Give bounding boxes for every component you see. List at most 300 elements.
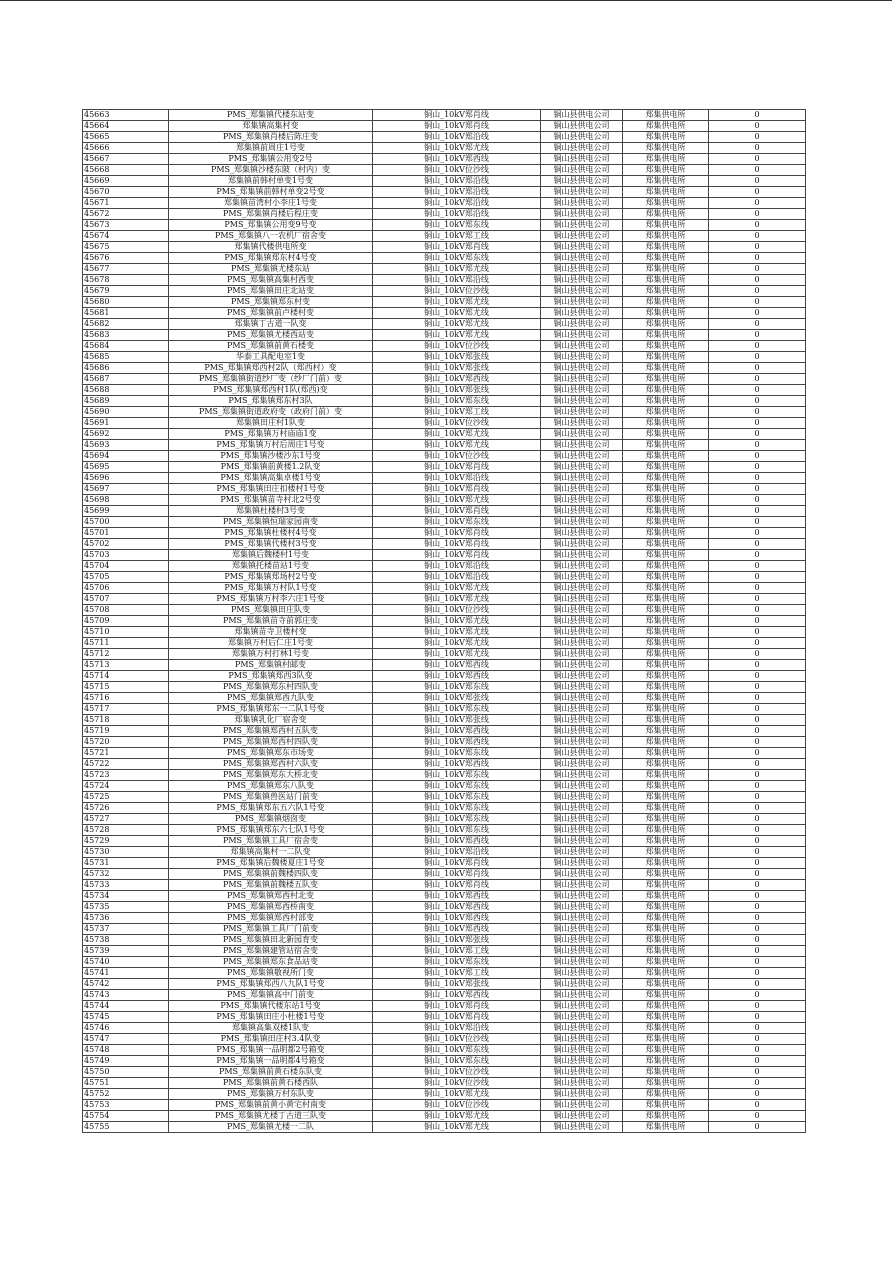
substation-table: [82, 109, 806, 1133]
company-name-cell: 铜山县供电公司: [541, 979, 623, 990]
line-name-cell: 铜山_10kV郑西线: [373, 913, 541, 924]
company-name-cell: 铜山县供电公司: [541, 132, 623, 143]
line-name-cell: 铜山_10kV郑尤线: [373, 583, 541, 594]
substation-name-cell: 郑集镇万村后仁庄1号变: [169, 638, 373, 649]
table-row: [83, 132, 806, 143]
table-row: [83, 462, 806, 473]
row-id-cell: 45713: [83, 660, 169, 671]
line-name-cell: 铜山_10kV郑尤线: [373, 1089, 541, 1100]
row-id-cell: 45703: [83, 550, 169, 561]
company-name-cell: 铜山县供电公司: [541, 836, 623, 847]
line-name-cell: 铜山_10kV郑尤线: [373, 308, 541, 319]
station-name-cell: 郑集供电所: [623, 528, 709, 539]
value-cell: 0: [709, 187, 806, 198]
value-cell: 0: [709, 1078, 806, 1089]
station-name-cell: 郑集供电所: [623, 374, 709, 385]
line-name-cell: 铜山_10kV郑西线: [373, 660, 541, 671]
value-cell: 0: [709, 1012, 806, 1023]
line-name-cell: 铜山_10kV郑尤线: [373, 616, 541, 627]
table-row: [83, 418, 806, 429]
table-row: [83, 396, 806, 407]
value-cell: 0: [709, 594, 806, 605]
substation-name-cell: 郑集镇后魏楼村1号变: [169, 550, 373, 561]
substation-name-cell: PMS_郑集镇村邮变: [169, 660, 373, 671]
station-name-cell: 郑集供电所: [623, 121, 709, 132]
station-name-cell: 郑集供电所: [623, 693, 709, 704]
station-name-cell: 郑集供电所: [623, 1122, 709, 1133]
company-name-cell: 铜山县供电公司: [541, 110, 623, 121]
row-id-cell: 45730: [83, 847, 169, 858]
station-name-cell: 郑集供电所: [623, 682, 709, 693]
substation-name-cell: PMS_郑集镇前黄小黄宅村南变: [169, 1100, 373, 1111]
line-name-cell: 铜山_10kV郑张线: [373, 385, 541, 396]
line-name-cell: 铜山_10kV郑沿线: [373, 847, 541, 858]
row-id-cell: 45717: [83, 704, 169, 715]
company-name-cell: 铜山县供电公司: [541, 572, 623, 583]
table-row: [83, 286, 806, 297]
line-name-cell: 铜山_10kV位沙线: [373, 1067, 541, 1078]
row-id-cell: 45731: [83, 858, 169, 869]
station-name-cell: 郑集供电所: [623, 858, 709, 869]
substation-name-cell: PMS_郑集镇郑西村2队（郑西村）变: [169, 363, 373, 374]
substation-name-cell: PMS_郑集镇杜楼村4号变: [169, 528, 373, 539]
company-name-cell: 铜山县供电公司: [541, 627, 623, 638]
substation-name-cell: PMS_郑集镇万村队1号变: [169, 583, 373, 594]
line-name-cell: 铜山_10kV郑肖线: [373, 528, 541, 539]
table-row: [83, 242, 806, 253]
substation-name-cell: PMS_郑集镇前魏楼四队变: [169, 869, 373, 880]
value-cell: 0: [709, 924, 806, 935]
value-cell: 0: [709, 462, 806, 473]
company-name-cell: 铜山县供电公司: [541, 429, 623, 440]
value-cell: 0: [709, 264, 806, 275]
substation-name-cell: PMS_郑集镇工具厂宿舍变: [169, 836, 373, 847]
substation-name-cell: PMS_郑集镇郑东市场变: [169, 748, 373, 759]
row-id-cell: 45751: [83, 1078, 169, 1089]
row-id-cell: 45750: [83, 1067, 169, 1078]
line-name-cell: 铜山_10kV郑东线: [373, 517, 541, 528]
value-cell: 0: [709, 561, 806, 572]
company-name-cell: 铜山县供电公司: [541, 913, 623, 924]
line-name-cell: 铜山_10kV郑张线: [373, 363, 541, 374]
company-name-cell: 铜山县供电公司: [541, 1012, 623, 1023]
value-cell: 0: [709, 759, 806, 770]
line-name-cell: 铜山_10kV郑尤线: [373, 1122, 541, 1133]
station-name-cell: 郑集供电所: [623, 352, 709, 363]
value-cell: 0: [709, 726, 806, 737]
row-id-cell: 45667: [83, 154, 169, 165]
line-name-cell: 铜山_10kV郑沿线: [373, 209, 541, 220]
station-name-cell: 郑集供电所: [623, 110, 709, 121]
company-name-cell: 铜山县供电公司: [541, 462, 623, 473]
row-id-cell: 45678: [83, 275, 169, 286]
value-cell: 0: [709, 517, 806, 528]
table-row: [83, 968, 806, 979]
station-name-cell: 郑集供电所: [623, 143, 709, 154]
company-name-cell: 铜山县供电公司: [541, 308, 623, 319]
company-name-cell: 铜山县供电公司: [541, 858, 623, 869]
table-row: [83, 825, 806, 836]
company-name-cell: 铜山县供电公司: [541, 803, 623, 814]
row-id-cell: 45755: [83, 1122, 169, 1133]
value-cell: 0: [709, 176, 806, 187]
line-name-cell: 铜山_10kV郑西线: [373, 726, 541, 737]
company-name-cell: 铜山县供电公司: [541, 451, 623, 462]
station-name-cell: 郑集供电所: [623, 198, 709, 209]
substation-name-cell: PMS_郑集镇郑西村五队变: [169, 726, 373, 737]
value-cell: 0: [709, 132, 806, 143]
substation-name-cell: PMS_郑集镇郑西八九队1号变: [169, 979, 373, 990]
substation-name-cell: PMS_郑集镇沙楼东陂（村内）变: [169, 165, 373, 176]
station-name-cell: 郑集供电所: [623, 132, 709, 143]
table-row: [83, 517, 806, 528]
station-name-cell: 郑集供电所: [623, 1111, 709, 1122]
value-cell: 0: [709, 143, 806, 154]
table-row: [83, 1034, 806, 1045]
company-name-cell: 铜山县供电公司: [541, 825, 623, 836]
row-id-cell: 45695: [83, 462, 169, 473]
station-name-cell: 郑集供电所: [623, 847, 709, 858]
value-cell: 0: [709, 957, 806, 968]
value-cell: 0: [709, 451, 806, 462]
substation-name-cell: 郑集镇万村打林1号变: [169, 649, 373, 660]
row-id-cell: 45699: [83, 506, 169, 517]
row-id-cell: 45691: [83, 418, 169, 429]
company-name-cell: 铜山县供电公司: [541, 759, 623, 770]
table-row: [83, 231, 806, 242]
line-name-cell: 铜山_10kV位沙线: [373, 341, 541, 352]
value-cell: 0: [709, 506, 806, 517]
row-id-cell: 45726: [83, 803, 169, 814]
substation-name-cell: PMS_郑集镇敬视所门变: [169, 968, 373, 979]
line-name-cell: 铜山_10kV郑东线: [373, 1056, 541, 1067]
company-name-cell: 铜山县供电公司: [541, 319, 623, 330]
value-cell: 0: [709, 330, 806, 341]
line-name-cell: 铜山_10kV郑西线: [373, 737, 541, 748]
row-id-cell: 45743: [83, 990, 169, 1001]
value-cell: 0: [709, 209, 806, 220]
line-name-cell: 铜山_10kV郑西线: [373, 154, 541, 165]
station-name-cell: 郑集供电所: [623, 264, 709, 275]
row-id-cell: 45698: [83, 495, 169, 506]
station-name-cell: 郑集供电所: [623, 418, 709, 429]
station-name-cell: 郑集供电所: [623, 913, 709, 924]
substation-name-cell: PMS_郑集镇公用变2号: [169, 154, 373, 165]
table-row: [83, 649, 806, 660]
value-cell: 0: [709, 1034, 806, 1045]
row-id-cell: 45692: [83, 429, 169, 440]
substation-name-cell: 郑集镇前韩村单变1号变: [169, 176, 373, 187]
value-cell: 0: [709, 1023, 806, 1034]
line-name-cell: 铜山_10kV郑沿线: [373, 572, 541, 583]
table-row: [83, 726, 806, 737]
line-name-cell: 铜山_10kV郑张线: [373, 693, 541, 704]
table-row: [83, 759, 806, 770]
company-name-cell: 铜山县供电公司: [541, 737, 623, 748]
station-name-cell: 郑集供电所: [623, 341, 709, 352]
table-row: [83, 660, 806, 671]
station-name-cell: 郑集供电所: [623, 286, 709, 297]
substation-name-cell: PMS_郑集镇高中门前变: [169, 990, 373, 1001]
line-name-cell: 铜山_10kV郑沿线: [373, 132, 541, 143]
substation-name-cell: 郑集镇田庄村1队变: [169, 418, 373, 429]
station-name-cell: 郑集供电所: [623, 440, 709, 451]
line-name-cell: 铜山_10kV郑尤线: [373, 495, 541, 506]
line-name-cell: 铜山_10kV位沙线: [373, 418, 541, 429]
station-name-cell: 郑集供电所: [623, 550, 709, 561]
substation-name-cell: PMS_郑集镇肖楼后陈庄变: [169, 132, 373, 143]
substation-name-cell: PMS_郑集镇一品明都2号箱变: [169, 1045, 373, 1056]
table-row: [83, 165, 806, 176]
company-name-cell: 铜山县供电公司: [541, 935, 623, 946]
substation-name-cell: PMS_郑集镇郑东六七队1号变: [169, 825, 373, 836]
line-name-cell: 铜山_10kV郑肖线: [373, 110, 541, 121]
substation-name-cell: PMS_郑集镇田北新园育变: [169, 935, 373, 946]
company-name-cell: 铜山县供电公司: [541, 209, 623, 220]
table-row: [83, 957, 806, 968]
table-row: [83, 473, 806, 484]
table-row: [83, 814, 806, 825]
station-name-cell: 郑集供电所: [623, 968, 709, 979]
row-id-cell: 45668: [83, 165, 169, 176]
table-row: [83, 704, 806, 715]
substation-name-cell: PMS_郑集镇尤楼丁古道三队变: [169, 1111, 373, 1122]
table-row: [83, 990, 806, 1001]
line-name-cell: 铜山_10kV郑沿线: [373, 561, 541, 572]
substation-name-cell: PMS_郑集镇前黄石楼变: [169, 341, 373, 352]
line-name-cell: 铜山_10kV郑肖线: [373, 869, 541, 880]
table-row: [83, 330, 806, 341]
table-row: [83, 913, 806, 924]
substation-name-cell: PMS_郑集镇郑东食品站变: [169, 957, 373, 968]
table-row: [83, 616, 806, 627]
table-row: [83, 264, 806, 275]
table-row: [83, 539, 806, 550]
value-cell: 0: [709, 473, 806, 484]
table-row: [83, 1056, 806, 1067]
line-name-cell: 铜山_10kV郑肖线: [373, 242, 541, 253]
row-id-cell: 45704: [83, 561, 169, 572]
value-cell: 0: [709, 671, 806, 682]
company-name-cell: 铜山县供电公司: [541, 616, 623, 627]
table-row: [83, 803, 806, 814]
line-name-cell: 铜山_10kV郑东线: [373, 253, 541, 264]
company-name-cell: 铜山县供电公司: [541, 1078, 623, 1089]
station-name-cell: 郑集供电所: [623, 231, 709, 242]
company-name-cell: 铜山县供电公司: [541, 121, 623, 132]
table-row: [83, 946, 806, 957]
table-row: [83, 429, 806, 440]
line-name-cell: 铜山_10kV郑东线: [373, 792, 541, 803]
line-name-cell: 铜山_10kV郑东线: [373, 781, 541, 792]
station-name-cell: 郑集供电所: [623, 363, 709, 374]
line-name-cell: 铜山_10kV郑西线: [373, 759, 541, 770]
company-name-cell: 铜山县供电公司: [541, 330, 623, 341]
substation-name-cell: PMS_郑集镇郑东村4号变: [169, 253, 373, 264]
company-name-cell: 铜山县供电公司: [541, 187, 623, 198]
substation-name-cell: PMS_郑集镇苗寺前郭庄变: [169, 616, 373, 627]
table-row: [83, 902, 806, 913]
company-name-cell: 铜山县供电公司: [541, 726, 623, 737]
substation-name-cell: PMS_郑集镇烟囱变: [169, 814, 373, 825]
station-name-cell: 郑集供电所: [623, 1056, 709, 1067]
table-row: [83, 308, 806, 319]
row-id-cell: 45664: [83, 121, 169, 132]
row-id-cell: 45711: [83, 638, 169, 649]
value-cell: 0: [709, 572, 806, 583]
table-row: [83, 924, 806, 935]
page-top-border: [0, 0, 892, 1]
line-name-cell: 铜山_10kV郑西线: [373, 671, 541, 682]
value-cell: 0: [709, 242, 806, 253]
value-cell: 0: [709, 891, 806, 902]
row-id-cell: 45725: [83, 792, 169, 803]
value-cell: 0: [709, 297, 806, 308]
line-name-cell: 铜山_10kV郑东线: [373, 814, 541, 825]
row-id-cell: 45680: [83, 297, 169, 308]
table-row: [83, 385, 806, 396]
value-cell: 0: [709, 495, 806, 506]
station-name-cell: 郑集供电所: [623, 671, 709, 682]
table-row: [83, 528, 806, 539]
station-name-cell: 郑集供电所: [623, 781, 709, 792]
row-id-cell: 45741: [83, 968, 169, 979]
row-id-cell: 45686: [83, 363, 169, 374]
substation-name-cell: 郑集镇杜楼村3号变: [169, 506, 373, 517]
value-cell: 0: [709, 869, 806, 880]
company-name-cell: 铜山县供电公司: [541, 1111, 623, 1122]
row-id-cell: 45707: [83, 594, 169, 605]
line-name-cell: 铜山_10kV郑尤线: [373, 330, 541, 341]
value-cell: 0: [709, 363, 806, 374]
substation-name-cell: PMS_郑集镇前黄石楼西队: [169, 1078, 373, 1089]
value-cell: 0: [709, 748, 806, 759]
value-cell: 0: [709, 1100, 806, 1111]
row-id-cell: 45727: [83, 814, 169, 825]
value-cell: 0: [709, 1067, 806, 1078]
line-name-cell: 铜山_10kV郑东线: [373, 957, 541, 968]
company-name-cell: 铜山县供电公司: [541, 1023, 623, 1034]
table-row: [83, 1122, 806, 1133]
table-row: [83, 143, 806, 154]
station-name-cell: 郑集供电所: [623, 275, 709, 286]
table-row: [83, 154, 806, 165]
value-cell: 0: [709, 638, 806, 649]
line-name-cell: 铜山_10kV郑东线: [373, 803, 541, 814]
line-name-cell: 铜山_10kV郑西线: [373, 374, 541, 385]
substation-name-cell: PMS_郑集镇郑东八队变: [169, 781, 373, 792]
row-id-cell: 45685: [83, 352, 169, 363]
line-name-cell: 铜山_10kV郑肖线: [373, 484, 541, 495]
station-name-cell: 郑集供电所: [623, 330, 709, 341]
line-name-cell: 铜山_10kV郑尤线: [373, 594, 541, 605]
company-name-cell: 铜山县供电公司: [541, 924, 623, 935]
substation-name-cell: PMS_郑集镇建管站宿舍变: [169, 946, 373, 957]
value-cell: 0: [709, 319, 806, 330]
station-name-cell: 郑集供电所: [623, 165, 709, 176]
station-name-cell: 郑集供电所: [623, 814, 709, 825]
value-cell: 0: [709, 220, 806, 231]
station-name-cell: 郑集供电所: [623, 715, 709, 726]
row-id-cell: 45712: [83, 649, 169, 660]
substation-name-cell: 郑集镇前周庄1号变: [169, 143, 373, 154]
row-id-cell: 45672: [83, 209, 169, 220]
substation-name-cell: PMS_郑集镇恒瑞家园南变: [169, 517, 373, 528]
value-cell: 0: [709, 737, 806, 748]
line-name-cell: 铜山_10kV位沙线: [373, 286, 541, 297]
substation-name-cell: PMS_郑集镇前黄石楼东队变: [169, 1067, 373, 1078]
row-id-cell: 45709: [83, 616, 169, 627]
value-cell: 0: [709, 154, 806, 165]
row-id-cell: 45739: [83, 946, 169, 957]
table-row: [83, 836, 806, 847]
station-name-cell: 郑集供电所: [623, 594, 709, 605]
station-name-cell: 郑集供电所: [623, 429, 709, 440]
station-name-cell: 郑集供电所: [623, 1034, 709, 1045]
station-name-cell: 郑集供电所: [623, 1023, 709, 1034]
line-name-cell: 铜山_10kV郑尤线: [373, 264, 541, 275]
row-id-cell: 45724: [83, 781, 169, 792]
table-row: [83, 407, 806, 418]
company-name-cell: 铜山县供电公司: [541, 352, 623, 363]
company-name-cell: 铜山县供电公司: [541, 396, 623, 407]
line-name-cell: 铜山_10kV位沙线: [373, 451, 541, 462]
table-row: [83, 748, 806, 759]
station-name-cell: 郑集供电所: [623, 187, 709, 198]
substation-name-cell: PMS_郑集镇高集村西变: [169, 275, 373, 286]
value-cell: 0: [709, 231, 806, 242]
company-name-cell: 铜山县供电公司: [541, 418, 623, 429]
table-row: [83, 979, 806, 990]
substation-name-cell: PMS_郑集镇一品明都4号箱变: [169, 1056, 373, 1067]
company-name-cell: 铜山县供电公司: [541, 1100, 623, 1111]
line-name-cell: 铜山_10kV郑肖线: [373, 539, 541, 550]
table-row: [83, 1001, 806, 1012]
table-row: [83, 594, 806, 605]
table-row: [83, 176, 806, 187]
row-id-cell: 45669: [83, 176, 169, 187]
value-cell: 0: [709, 781, 806, 792]
table-row: [83, 693, 806, 704]
substation-name-cell: PMS_郑集镇郑场村2号变: [169, 572, 373, 583]
substation-name-cell: PMS_郑集镇万村东队变: [169, 1089, 373, 1100]
company-name-cell: 铜山县供电公司: [541, 517, 623, 528]
company-name-cell: 铜山县供电公司: [541, 660, 623, 671]
company-name-cell: 铜山县供电公司: [541, 385, 623, 396]
table-row: [83, 484, 806, 495]
station-name-cell: 郑集供电所: [623, 869, 709, 880]
line-name-cell: 铜山_10kV郑肖线: [373, 1012, 541, 1023]
row-id-cell: 45706: [83, 583, 169, 594]
company-name-cell: 铜山县供电公司: [541, 847, 623, 858]
table-row: [83, 253, 806, 264]
company-name-cell: 铜山县供电公司: [541, 990, 623, 1001]
row-id-cell: 45748: [83, 1045, 169, 1056]
table-row: [83, 737, 806, 748]
substation-name-cell: PMS_郑集镇高集卓楼1号变: [169, 473, 373, 484]
value-cell: 0: [709, 1056, 806, 1067]
substation-name-cell: PMS_郑集镇郑东村四队变: [169, 682, 373, 693]
row-id-cell: 45675: [83, 242, 169, 253]
company-name-cell: 铜山县供电公司: [541, 264, 623, 275]
row-id-cell: 45710: [83, 627, 169, 638]
substation-name-cell: PMS_郑集镇肖楼后程庄变: [169, 209, 373, 220]
station-name-cell: 郑集供电所: [623, 924, 709, 935]
company-name-cell: 铜山县供电公司: [541, 363, 623, 374]
value-cell: 0: [709, 1045, 806, 1056]
value-cell: 0: [709, 407, 806, 418]
company-name-cell: 铜山县供电公司: [541, 869, 623, 880]
